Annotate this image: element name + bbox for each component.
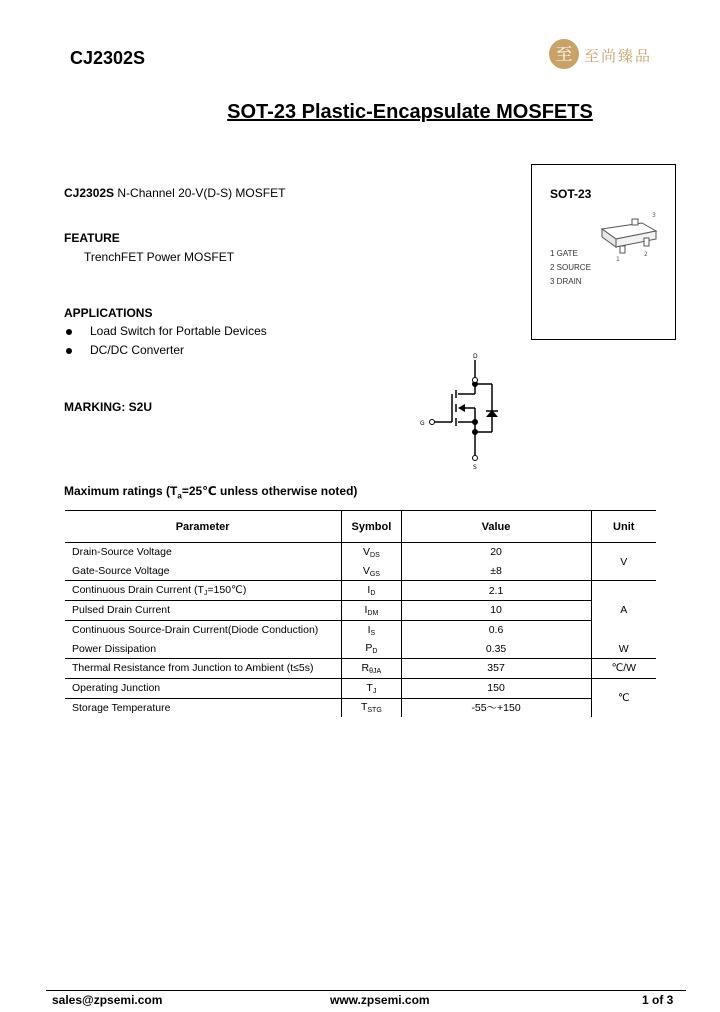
svg-text:1: 1 [616, 256, 620, 263]
unit-cell: V [591, 543, 656, 581]
ratings-table [65, 510, 656, 717]
feature-heading: FEATURE [64, 231, 120, 245]
unit-cell: W [591, 639, 656, 658]
table-row [65, 601, 656, 621]
value-cell: ±8 [401, 562, 591, 581]
value-cell: 0.6 [401, 620, 591, 639]
param-cell: Operating Junction [65, 678, 342, 698]
subtitle [64, 186, 285, 200]
value-cell: 150 [401, 678, 591, 698]
header-parameter: Parameter [65, 511, 342, 543]
value-cell: 0.35 [401, 639, 591, 658]
param-cell: Continuous Source-Drain Current(Diode Conduction) [65, 620, 342, 639]
unit-cell: A [591, 581, 656, 640]
symbol-cell: TJ [342, 678, 401, 698]
sot23-package-icon [594, 209, 674, 274]
symbol-cell: PD [342, 639, 401, 658]
footer-email-link[interactable]: sales@zpsemi.com [52, 993, 163, 1007]
bullet-icon [66, 348, 72, 354]
symbol-cell: RθJA [342, 659, 401, 679]
param-cell: Storage Temperature [65, 698, 342, 717]
symbol-cell: IS [342, 620, 401, 639]
table-row [65, 543, 656, 562]
package-box [531, 164, 676, 340]
value-cell: 357 [401, 659, 591, 679]
logo-text: 至尚臻品 [584, 48, 653, 65]
table-header-row [65, 511, 656, 543]
table-row [65, 698, 656, 717]
part-number: CJ2302S [70, 48, 146, 68]
header-symbol: Symbol [342, 511, 401, 543]
value-cell: 2.1 [401, 581, 591, 601]
mosfet-schematic-icon [418, 352, 518, 472]
param-cell: Power Dissipation [72, 642, 157, 655]
unit-cell: ℃/W [591, 659, 656, 679]
svg-text:3: 3 [652, 212, 656, 219]
page-number: 1 of 3 [642, 993, 674, 1007]
subtitle-part: CJ2302S [64, 186, 115, 200]
table-row [65, 659, 656, 679]
application-item: DC/DC Converter [90, 343, 185, 357]
bullet-icon [66, 329, 72, 335]
svg-text:S: S [473, 464, 477, 471]
header-value: Value [401, 511, 591, 543]
symbol-cell: VGS [342, 562, 401, 581]
value-cell: -55～+150 [401, 698, 591, 717]
param-cell: Continuous Drain Current (TJ=150℃) [65, 581, 342, 601]
feature-text: TrenchFET Power MOSFET [84, 250, 235, 264]
footer-divider [46, 990, 686, 991]
svg-text:D: D [473, 353, 478, 360]
applications-heading: APPLICATIONS [64, 306, 153, 320]
table-row [65, 562, 656, 581]
subtitle-description: N-Channel 20-V(D-S) MOSFET [117, 186, 286, 200]
symbol-cell: VDS [342, 543, 401, 562]
svg-text:至: 至 [555, 45, 573, 65]
footer-website-link[interactable]: www.zpsemi.com [330, 993, 430, 1007]
marking: MARKING: S2U [64, 400, 153, 414]
table-row [65, 678, 656, 698]
logo-mark-icon [548, 38, 580, 70]
param-cell: Drain-Source Voltage [72, 546, 172, 559]
value-cell: 10 [401, 601, 591, 621]
application-item: Load Switch for Portable Devices [90, 324, 267, 338]
symbol-cell: TSTG [342, 698, 401, 717]
param-cell: Pulsed Drain Current [65, 601, 342, 621]
symbol-cell: ID [342, 581, 401, 601]
pin-label-source: 2 SOURCE [550, 263, 591, 272]
package-title: SOT-23 [550, 187, 592, 201]
symbol-cell: IDM [342, 601, 401, 621]
ratings-title: Maximum ratings ($T_a=25℃$ unless otherwise noted) [64, 484, 358, 501]
pin-label-gate: 1 GATE [550, 249, 578, 258]
company-logo [548, 38, 688, 72]
pin-label-drain: 3 DRAIN [550, 277, 582, 286]
param-cell: Thermal Resistance from Junction to Ambient (t≤5s) [65, 659, 342, 679]
unit-cell: ℃ [591, 678, 656, 717]
table-row [65, 620, 656, 639]
svg-text:2: 2 [644, 251, 648, 258]
svg-text:G: G [420, 420, 425, 427]
table-row [65, 581, 656, 601]
table-row [65, 639, 656, 658]
page-title: SOT-23 Plastic-Encapsulate MOSFETS [227, 101, 593, 123]
param-cell: Gate-Source Voltage [72, 565, 170, 578]
header-unit: Unit [591, 511, 656, 543]
value-cell: 20 [401, 543, 591, 562]
